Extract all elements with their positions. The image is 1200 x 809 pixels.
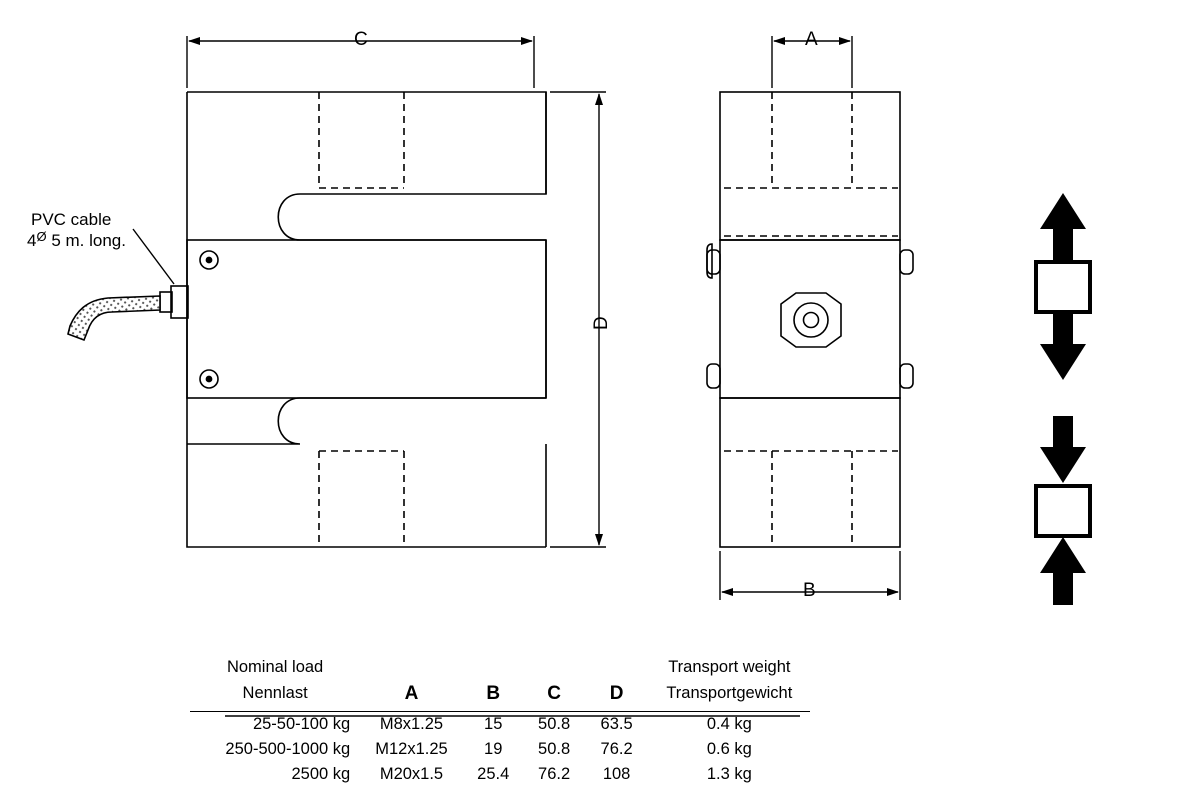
table-row [190, 711, 810, 737]
cable-length: 5 m. long. [46, 231, 126, 250]
cable-count: 4 [27, 231, 37, 250]
header-col-b: B [486, 682, 501, 704]
cell-b: 19 [484, 739, 503, 758]
tension-symbol [1036, 193, 1090, 380]
cell-load: 2500 kg [291, 764, 351, 783]
cell-weight: 0.6 kg [706, 739, 752, 758]
cell-d: 76.2 [600, 739, 633, 758]
cable-leader-line [133, 229, 174, 284]
table-head [190, 655, 810, 711]
pvc-cable-label-line2 [27, 230, 126, 251]
pvc-cable-label-line1: PVC cable [31, 210, 112, 229]
header-col-c: C [547, 682, 561, 704]
table-row [190, 762, 810, 787]
header-transport-weight-de: Transportgewicht [666, 683, 793, 702]
cell-d: 63.5 [600, 714, 633, 733]
cell-c: 76.2 [538, 764, 571, 783]
table-row [190, 737, 810, 762]
side-view [707, 92, 913, 547]
cell-c: 50.8 [538, 739, 571, 758]
dim-a-label: A [805, 29, 818, 50]
cell-a: M8x1.25 [379, 714, 444, 733]
cell-b: 25.4 [477, 764, 510, 783]
diameter-icon: Ø [36, 229, 47, 244]
cell-c: 50.8 [538, 714, 571, 733]
cell-a: M12x1.25 [375, 739, 448, 758]
dim-c-label: C [354, 29, 368, 50]
table-header-row-1 [190, 655, 810, 681]
cell-d: 108 [602, 764, 631, 783]
compression-symbol [1036, 416, 1090, 605]
pvc-cable [68, 296, 160, 340]
header-transport-weight-en: Transport weight [668, 658, 791, 676]
cell-b: 15 [484, 714, 503, 733]
cell-load: 25-50-100 kg [252, 714, 351, 733]
cell-load: 250-500-1000 kg [225, 739, 351, 758]
front-view [160, 92, 546, 547]
cell-weight: 0.4 kg [706, 714, 752, 733]
header-nominal-load-en: Nominal load [226, 658, 324, 676]
cell-weight: 1.3 kg [706, 764, 752, 783]
dim-b-label: B [803, 580, 816, 601]
specification-table [190, 655, 810, 787]
header-nominal-load-de: Nennlast [242, 683, 308, 702]
cell-a: M20x1.5 [379, 764, 444, 783]
header-col-d: D [609, 682, 624, 704]
header-col-a: A [404, 682, 419, 704]
table-body [190, 711, 810, 787]
dim-d-label: D [591, 316, 612, 330]
